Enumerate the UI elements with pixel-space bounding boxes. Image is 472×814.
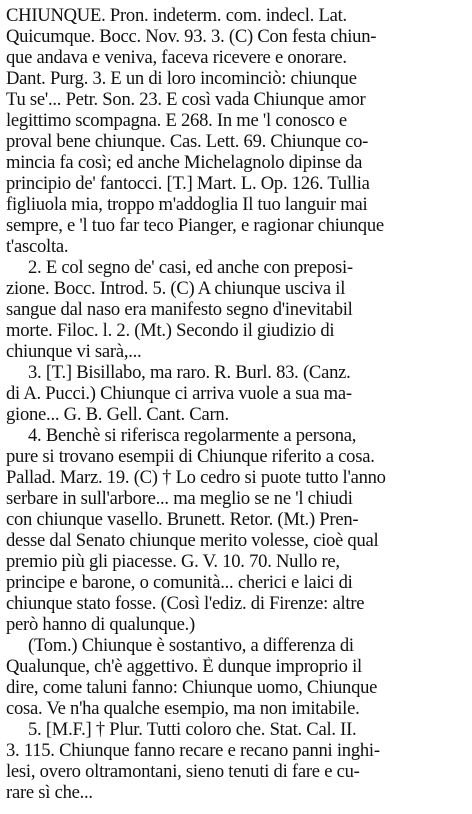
text-line: CHIUNQUE. Pron. indeterm. com. indecl. Lat. (6, 6, 347, 26)
text-line: gione... G. B. Gell. Cant. Carn. (6, 405, 229, 425)
text-line: Pallad. Marz. 19. (C) † Lo cedro si puote tutto l'anno (6, 468, 386, 488)
text-line: premio più gli piacesse. G. V. 10. 70. Nullo re, (6, 552, 340, 572)
text-line: chiunque vi sarà,... (6, 342, 142, 362)
text-line: que andava e veniva, faceva ricevere e onorare. (6, 48, 347, 68)
text-line: chiunque stato fosse. (Così l'ediz. di Firenze: altre (6, 594, 365, 614)
text-line: 3. [T.] Bisillabo, ma raro. R. Burl. 83. (Canz. (28, 363, 351, 383)
text-line: però hanno di qualunque.) (6, 615, 195, 635)
text-line: con chiunque vasello. Brunett. Retor. (Mt.) Pren- (6, 510, 359, 530)
text-line: (Tom.) Chiunque è sostantivo, a differenza di (28, 636, 354, 656)
text-line: t'ascolta. (6, 237, 69, 257)
text-line: di A. Pucci.) Chiunque ci arriva vuole a sua ma- (6, 384, 352, 404)
text-line: proval bene chiunque. Cas. Lett. 69. Chiunque co- (6, 132, 369, 152)
text-line: Tu se'... Petr. Son. 23. E così vada Chiunque amor (6, 90, 366, 110)
text-line: Quicumque. Bocc. Nov. 93. 3. (C) Con festa chiun- (6, 27, 377, 47)
text-line: desse dal Senato chiunque merito volesse, cioè qual (6, 531, 379, 551)
text-line: 3. 115. Chiunque fanno recare e recano panni inghi- (6, 741, 380, 761)
text-line: lesi, overo oltramontani, sieno tenuti di fare e cu- (6, 762, 360, 782)
dictionary-page (6, 6, 468, 808)
text-line: principio de' fantocci. [T.] Mart. L. Op. 126. Tullia (6, 174, 370, 194)
text-line: Qualunque, ch'è aggettivo. È dunque improprio il (6, 657, 362, 677)
text-line: 2. E col segno de' casi, ed anche con preposi- (28, 258, 353, 278)
text-line: rare sì che... (6, 783, 93, 803)
text-line: sempre, e 'l tuo far teco Pianger, e ragionar chiunque (6, 216, 384, 236)
text-line: serbare in sull'arbore... ma meglio se ne 'l chiudi (6, 489, 353, 509)
text-line: pure si trovano esempii di Chiunque riferito a cosa. (6, 447, 375, 467)
text-line: morte. Filoc. l. 2. (Mt.) Secondo il giudizio di (6, 321, 335, 341)
text-line: 4. Benchè si riferisca regolarmente a persona, (28, 426, 357, 446)
text-line: zione. Bocc. Introd. 5. (C) A chiunque usciva il (6, 279, 346, 299)
text-line: 5. [M.F.] † Plur. Tutti coloro che. Stat. Cal. II. (28, 720, 357, 740)
text-line: mincia fa così; ed anche Michelagnolo dipinse da (6, 153, 363, 173)
text-line: legittimo scompagna. E 268. In me 'l conosco e (6, 111, 347, 131)
text-line: cosa. Ve n'ha qualche esempio, ma non imitabile. (6, 699, 360, 719)
text-line: dire, come taluni fanno: Chiunque uomo, Chiunque (6, 678, 378, 698)
text-line: principe e barone, o comunità... cherici e laici di (6, 573, 353, 593)
text-line: sangue dal naso era manifesto segno d'inevitabil (6, 300, 353, 320)
text-line: figliuola mia, troppo m'addoglia Il tuo languir mai (6, 195, 368, 215)
text-line: Dant. Purg. 3. E un di loro incominciò: chiunque (6, 69, 357, 89)
